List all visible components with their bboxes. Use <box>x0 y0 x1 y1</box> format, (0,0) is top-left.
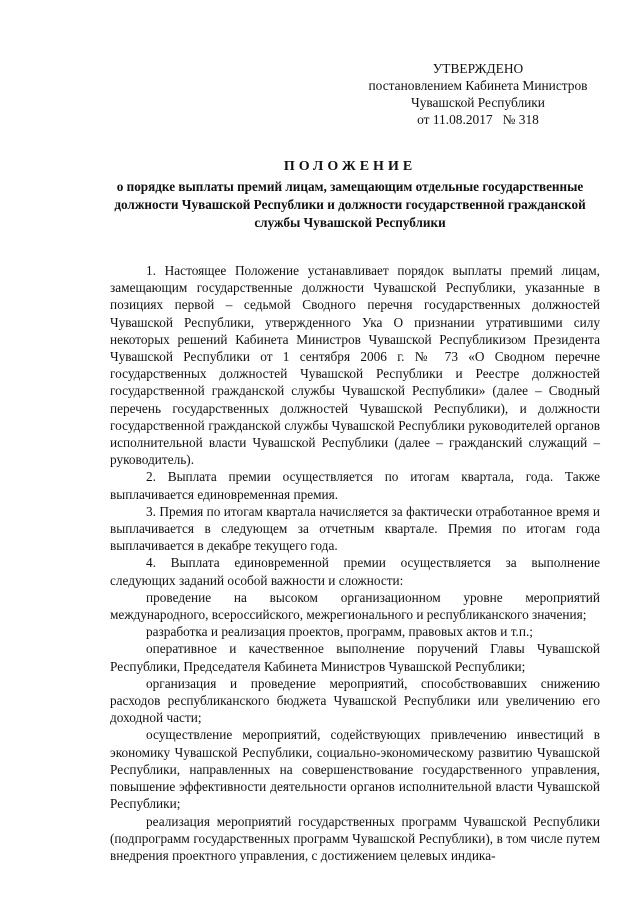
paragraph-1: 1. Настоящее Положение устанавливает порядок выплаты премий лицам, замещающим государственные должности Чувашской Республики, указанные в позициях первой – седьмой Сводного перечня государственных должностей Чувашской Республики, утвержденного Ука О признании утратившими силу некоторых решений Кабинета Министров Чувашской Республикизом Президента Чувашской Республики от 1 сентября 2006 г. № 73 «О Сводном перечне государственных должностей Чувашской Республики и Реестре должностей государственной гражданской службы Чувашской Республики» (далее – Сводный перечень государственных должностей Чувашской Республики), и должности государственной гражданской службы Чувашской Республики руководителей органов исполнительной власти Чувашской Республики (далее – гражданский служащий – руководитель). <box>110 263 600 468</box>
document-body <box>110 262 600 864</box>
approval-region: Чувашской Республики <box>411 95 545 110</box>
paragraph-4: 4. Выплата единовременной премии осуществляется за выполнение следующих заданий особой важности и сложности: <box>110 555 600 588</box>
list-item-programs: реализация мероприятий государственных программ Чувашской Республики (подпрограмм государственных программ Чувашской Республики), в том числе путем внедрения проектного управления, с достижением целевых индика- <box>110 813 600 863</box>
approval-issuer: постановлением Кабинета Министров <box>368 78 588 93</box>
list-item-international-events: проведение на высоком организационном уровне мероприятий международного, всероссийского, межрегионального и республиканского значения; <box>110 589 600 623</box>
list-item-budget: организация и проведение мероприятий, способствовавших снижению расходов республиканского бюджета Чувашской Республики или увеличению его доходной части; <box>110 675 600 726</box>
list-item-investments: осуществление мероприятий, содействующих привлечению инвестиций в экономику Чувашской Республики, социально-экономическому развитию Чувашской Республики, направленных на совершенствование государственного управления, повышение эффективности деятельности органов исполнительной власти Чувашской Республики; <box>110 727 600 812</box>
document-title-block <box>100 158 600 232</box>
list-item-instructions: оперативное и качественное выполнение поручений Главы Чувашской Республики, Председателя Кабинета Министров Чувашской Республики; <box>110 641 600 674</box>
paragraph-2: 2. Выплата премии осуществляется по итогам квартала, года. Также выплачивается единовременная премия. <box>110 469 600 502</box>
paragraph-3: 3. Премия по итогам квартала начисляется за фактически отработанное время и выплачивается в следующем за отчетным кварталe. Премия по итогам года выплачивается в декабре текущего года. <box>110 503 600 554</box>
approval-stamp <box>358 60 598 128</box>
approval-date-number: от 11.08.2017 № 318 <box>417 112 539 127</box>
document-subtitle: о порядке выплаты премий лицам, замещающим отдельные государственные должности Чувашской Республики и должности государственной гражданской службы Чувашской Республики <box>114 179 586 230</box>
document-title: ПОЛОЖЕНИЕ <box>283 159 417 174</box>
approval-heading: УТВЕРЖДЕНО <box>432 61 524 76</box>
list-item-projects: разработка и реализация проектов, программ, правовых актов и т.п.; <box>146 624 533 640</box>
